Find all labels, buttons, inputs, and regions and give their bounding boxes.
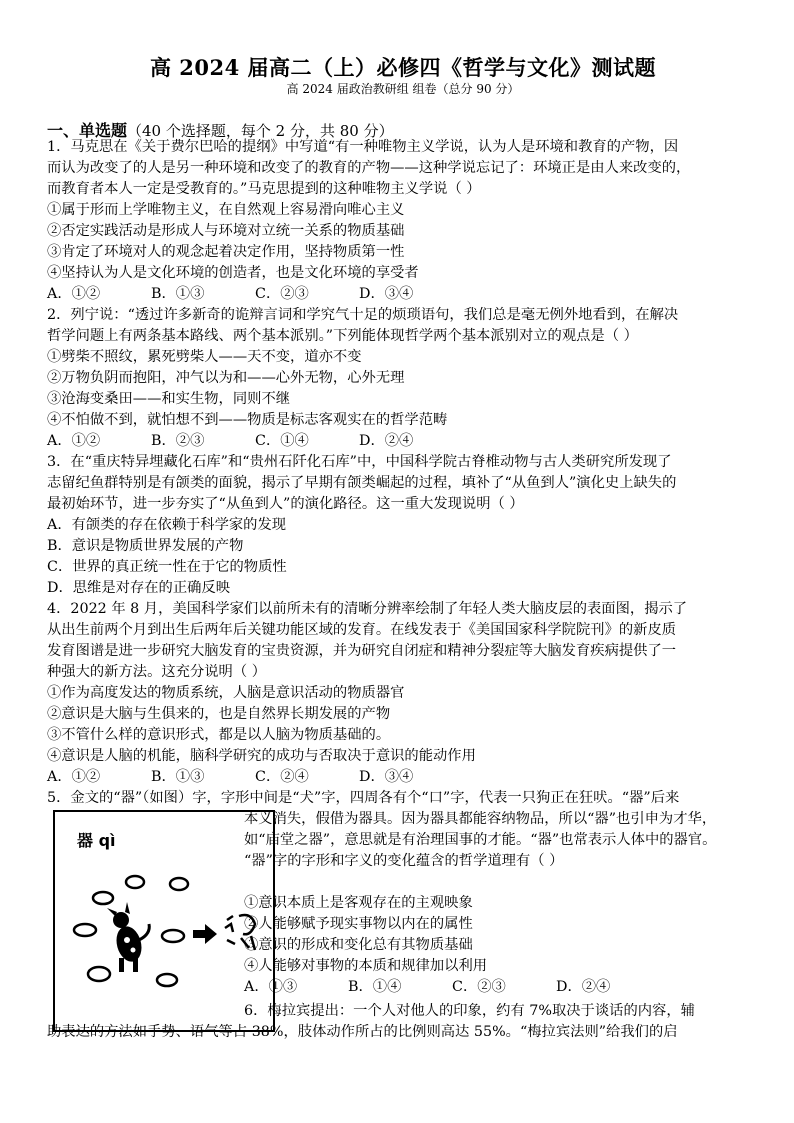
q4-item: ②意识是大脑与生俱来的，也是自然界长期发展的产物 bbox=[47, 706, 391, 722]
mouth-glyph bbox=[88, 967, 110, 981]
q2-option-a[interactable]: A．①② bbox=[47, 433, 101, 449]
q2-options bbox=[47, 431, 463, 451]
q3-stem-line: 3．在“重庆特异埋藏化石库”和“贵州石阡化石库”中，中国科学院古脊椎动物与古人类研究所发现了 bbox=[47, 454, 672, 470]
dog-silhouette bbox=[107, 902, 149, 972]
q2-item: ④不怕做不到，就怕想不到——物质是标志客观实在的哲学范畴 bbox=[47, 412, 448, 428]
q2-option-c[interactable]: C．①④ bbox=[255, 433, 309, 449]
q5-option-b[interactable]: B．①④ bbox=[348, 979, 402, 995]
page-title: 高 2024 届高二（上）必修四《哲学与文化》测试题 bbox=[149, 55, 657, 80]
q1-item: ④坚持认为人是文化环境的创造者，也是文化环境的享受者 bbox=[47, 265, 419, 281]
page-subtitle: 高 2024 届政治教研组 组卷（总分 90 分） bbox=[286, 82, 520, 96]
mouth-glyph bbox=[126, 876, 144, 888]
q3-choice-c[interactable]: C．世界的真正统一性在于它的物质性 bbox=[47, 559, 287, 575]
q1-item: ③肯定了环境对人的观念起着决定作用，坚持物质第一性 bbox=[47, 244, 405, 260]
q4-stem-line: 从出生前两个月到出生后两年后关键功能区域的发育。在线发表于《美国国家科学院院刊》的新皮质 bbox=[47, 622, 677, 638]
q2-option-b[interactable]: B．②③ bbox=[151, 433, 205, 449]
q5-stem-line: 本义消失，假借为器具。因为器具都能容纳物品，所以“器”也引申为才华， bbox=[244, 811, 717, 827]
q1-item: ①属于形而上学唯物主义，在自然观上容易滑向唯心主义 bbox=[47, 202, 405, 218]
q3-stem-line: 最初始环节，进一步夯实了“从鱼到人”的演化路径。这一重大发现说明（ ） bbox=[47, 496, 524, 512]
q4-options bbox=[47, 767, 463, 787]
q1-option-d[interactable]: D．③④ bbox=[359, 286, 414, 302]
q3-choice-d[interactable]: D．思维是对存在的正确反映 bbox=[47, 580, 231, 596]
q4-stem-line: 4．2022 年 8 月，美国科学家们以前所未有的清晰分辨率绘制了年轻人类大脑皮层的表面图，揭示了 bbox=[47, 601, 688, 617]
q5-item: ③意识的形成和变化总有其物质基础 bbox=[244, 937, 473, 953]
q5-item: ①意识本质上是客观存在的主观映象 bbox=[244, 895, 473, 911]
q5-option-d[interactable]: D．②④ bbox=[556, 979, 611, 995]
q1-options bbox=[47, 284, 463, 304]
q2-stem-line: 哲学问题上有两条基本路线、两个基本派别。”下列能体现哲学两个基本派别对立的观点是（ ） bbox=[47, 328, 638, 344]
q4-stem-line: 发育图谱是进一步研究大脑发育的宝贵资源，并为研究自闭症和精神分裂症等大脑发育疾病提供了一 bbox=[47, 643, 677, 659]
q4-item: ①作为高度发达的物质系统，人脑是意识活动的物质器官 bbox=[47, 685, 405, 701]
mouth-glyph bbox=[157, 974, 177, 986]
q5-item: ④人能够对事物的本质和规律加以利用 bbox=[244, 958, 488, 974]
q3-choice-b[interactable]: B．意识是物质世界发展的产物 bbox=[47, 538, 244, 554]
q5-option-a[interactable]: A．①③ bbox=[244, 979, 298, 995]
q1-stem-line: 而教育者本人一定是受教育的。”马克思提到的这种唯物主义学说（ ） bbox=[47, 181, 481, 197]
q2-item: ②万物负阴而抱阳，冲气以为和——心外无物，心外无理 bbox=[47, 370, 405, 386]
arrow-icon bbox=[193, 924, 217, 944]
q4-stem-line: 种强大的新方法。这充分说明（ ） bbox=[47, 664, 266, 680]
q3-choice-a[interactable]: A．有颌类的存在依赖于科学家的发现 bbox=[47, 517, 287, 533]
figure-label: 器 qì bbox=[77, 831, 116, 850]
q2-item: ①劈柴不照纹，累死劈柴人——天不变，道亦不变 bbox=[47, 349, 362, 365]
q1-option-b[interactable]: B．①③ bbox=[151, 286, 205, 302]
q2-item: ③沧海变桑田——和实生物，同则不继 bbox=[47, 391, 291, 407]
q4-option-c[interactable]: C．②④ bbox=[255, 769, 309, 785]
q1-item: ②否定实践活动是形成人与环境对立统一关系的物质基础 bbox=[47, 223, 405, 239]
q5-stem-line: 5．金文的“器”（如图）字，字形中间是“犬”字，四周各有个“口”字，代表一只狗正在狂吠。“器”后来 bbox=[47, 790, 680, 806]
q5-stem-line: 如“庙堂之器”，意思就是有治理国事的才能。“器”也常表示人体中的器官。 bbox=[244, 832, 717, 848]
q4-item: ③不管什么样的意识形式，都是以人脑为物质基础的。 bbox=[47, 727, 391, 743]
section-title: 一、单选题 bbox=[47, 121, 128, 140]
q6-stem-line: 助表达的方法如手势、语气等占 38%，肢体动作所占的比例则高达 55%。“梅拉宾法则”给我们的启 bbox=[47, 1024, 678, 1040]
section-note: （40 个选择题，每个 2 分，共 80 分） bbox=[127, 122, 394, 140]
q5-stem-line: “器”字的字形和字义的变化蕴含的哲学道理有（ ） bbox=[244, 853, 564, 869]
q2-option-d[interactable]: D．②④ bbox=[359, 433, 414, 449]
q1-option-a[interactable]: A．①② bbox=[47, 286, 101, 302]
q1-stem-line: 而认为改变了的人是另一种环境和改变了的教育的产物——这种学说忘记了：环境正是由人来改变的， bbox=[47, 160, 691, 176]
q4-option-a[interactable]: A．①② bbox=[47, 769, 101, 785]
q4-option-b[interactable]: B．①③ bbox=[151, 769, 205, 785]
q2-stem-line: 2．列宁说：“透过许多新奇的诡辩言词和学究气十足的烦琐语句，我们总是毫无例外地看到，在解决 bbox=[47, 307, 679, 323]
mouth-glyph bbox=[74, 924, 96, 936]
q3-stem-line: 志留纪鱼群特别是有颌类的面貌，揭示了早期有颌类崛起的过程，填补了“从鱼到人”演化史上缺失的 bbox=[47, 475, 677, 491]
q5-item: ②人能够赋予现实事物以内在的属性 bbox=[244, 916, 473, 932]
barking-dog-illustration bbox=[55, 812, 273, 1030]
q1-option-c[interactable]: C．②③ bbox=[255, 286, 309, 302]
mouth-glyph bbox=[93, 892, 113, 904]
q5-option-c[interactable]: C．②③ bbox=[452, 979, 506, 995]
q4-item: ④意识是人脑的机能，脑科学研究的成功与否取决于意识的能动作用 bbox=[47, 748, 476, 764]
q5-options bbox=[244, 977, 660, 997]
mouth-glyph bbox=[170, 878, 188, 890]
mouth-glyph bbox=[162, 930, 184, 942]
q1-stem-line: 1．马克思在《关于费尔巴哈的提纲》中写道“有一种唯物主义学说，认为人是环境和教育的产物，因 bbox=[47, 139, 679, 155]
q6-stem-line: 6．梅拉宾提出：一个人对他人的印象，约有 7%取决于谈话的内容，辅 bbox=[244, 1003, 695, 1019]
q4-option-d[interactable]: D．③④ bbox=[359, 769, 414, 785]
qi-character-figure bbox=[53, 810, 275, 1032]
